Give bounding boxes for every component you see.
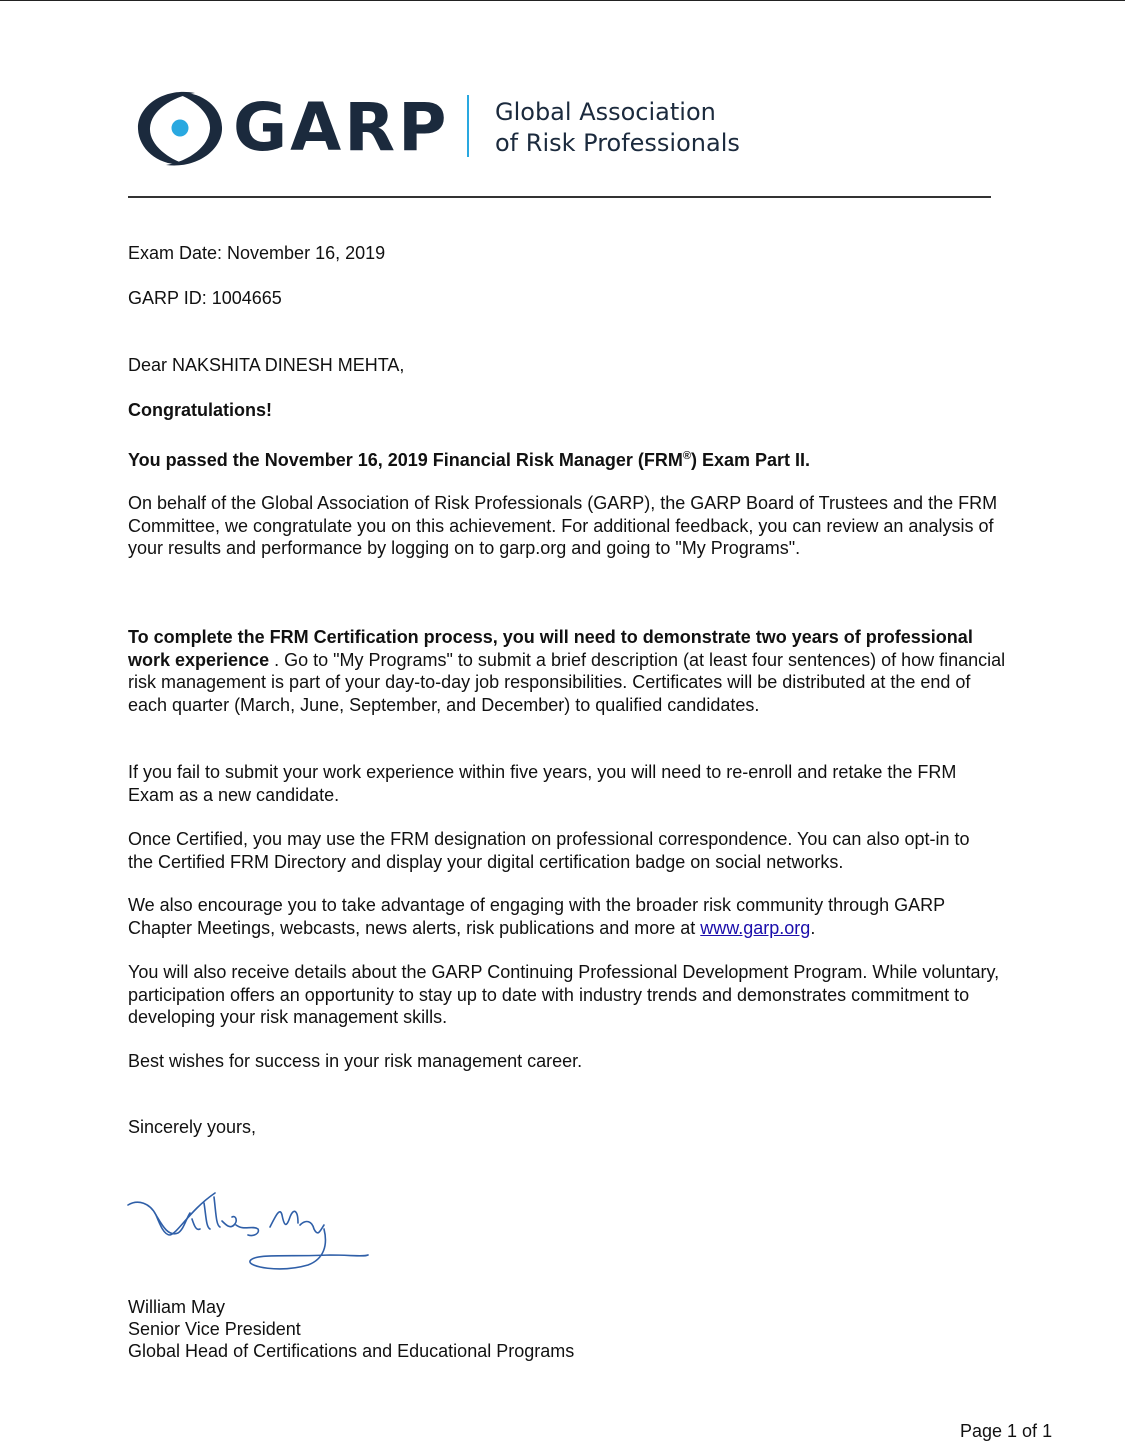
signer-role: Global Head of Certifications and Educational Programs [128, 1341, 575, 1361]
cpd-paragraph: You will also receive details about the GARP Continuing Professional Development Program. While voluntary, participation offers an opportunity to stay up to date with industry trends and demonstrates commitment to developing your risk management skills. [128, 962, 1000, 1027]
best-wishes: Best wishes for success in your risk management career. [128, 1051, 583, 1071]
logo-divider [467, 95, 469, 157]
designation-paragraph: Once Certified, you may use the FRM designation on professional correspondence. You can also opt-in to the Certified FRM Directory and display your digital certification badge on social networks. [128, 829, 970, 872]
community-text-end: . [810, 917, 816, 938]
garp-logo-mark-icon [133, 85, 228, 171]
garp-id: GARP ID: 1004665 [128, 288, 282, 308]
registered-mark: ® [682, 450, 691, 462]
garp-website-link[interactable]: www.garp.org [700, 917, 811, 938]
certification-requirement: To complete the FRM Certification process, you will need to demonstrate two years of professional work experience [128, 627, 973, 670]
work-experience-paragraph: If you fail to submit your work experience within five years, you will need to re-enroll and retake the FRM Exam as a new candidate. [128, 762, 957, 805]
community-text: We also encourage you to take advantage of engaging with the broader risk community through GARP Chapter Meetings, webcasts, news alerts, risk publications and more at [128, 895, 945, 938]
closing: Sincerely yours, [128, 1117, 257, 1137]
passed-statement [128, 449, 1008, 472]
garp-full-name-line2: of Risk Professionals [495, 129, 740, 157]
header-rule [128, 196, 991, 198]
passed-statement-text: You passed the November 16, 2019 Financial Risk Manager (FRM [128, 450, 683, 470]
signature-image [120, 1185, 380, 1280]
garp-wordmark: GARP [233, 89, 450, 166]
congratulations-heading: Congratulations! [128, 400, 272, 420]
garp-full-name [495, 97, 740, 159]
garp-full-name-line1: Global Association [495, 98, 716, 126]
exam-date: Exam Date: November 16, 2019 [128, 243, 386, 263]
page-number: Page 1 of 1 [960, 1421, 1053, 1441]
page-top-border [0, 0, 1125, 1]
certification-instructions: . Go to "My Programs" to submit a brief description (at least four sentences) of how financial risk management is part of your day-to-day job responsibilities. Certificates will be distributed at the end of each quarter (March, June, September, and December) to qualified candidates. [128, 649, 1006, 715]
signer-name: William May [128, 1297, 225, 1317]
certification-paragraph [128, 626, 1008, 716]
passed-statement-end: ) Exam Part II. [690, 450, 811, 470]
garp-logo [133, 85, 753, 175]
signer-title: Senior Vice President [128, 1319, 301, 1339]
salutation: Dear NAKSHITA DINESH MEHTA, [128, 355, 405, 375]
congratulations-paragraph: On behalf of the Global Association of Risk Professionals (GARP), the GARP Board of Trustees and the FRM Committee, we congratulate you on this achievement. For additional feedback, you can review an analysis of your results and performance by logging on to garp.org and going to "My Programs". [128, 493, 998, 558]
community-paragraph [128, 894, 968, 939]
